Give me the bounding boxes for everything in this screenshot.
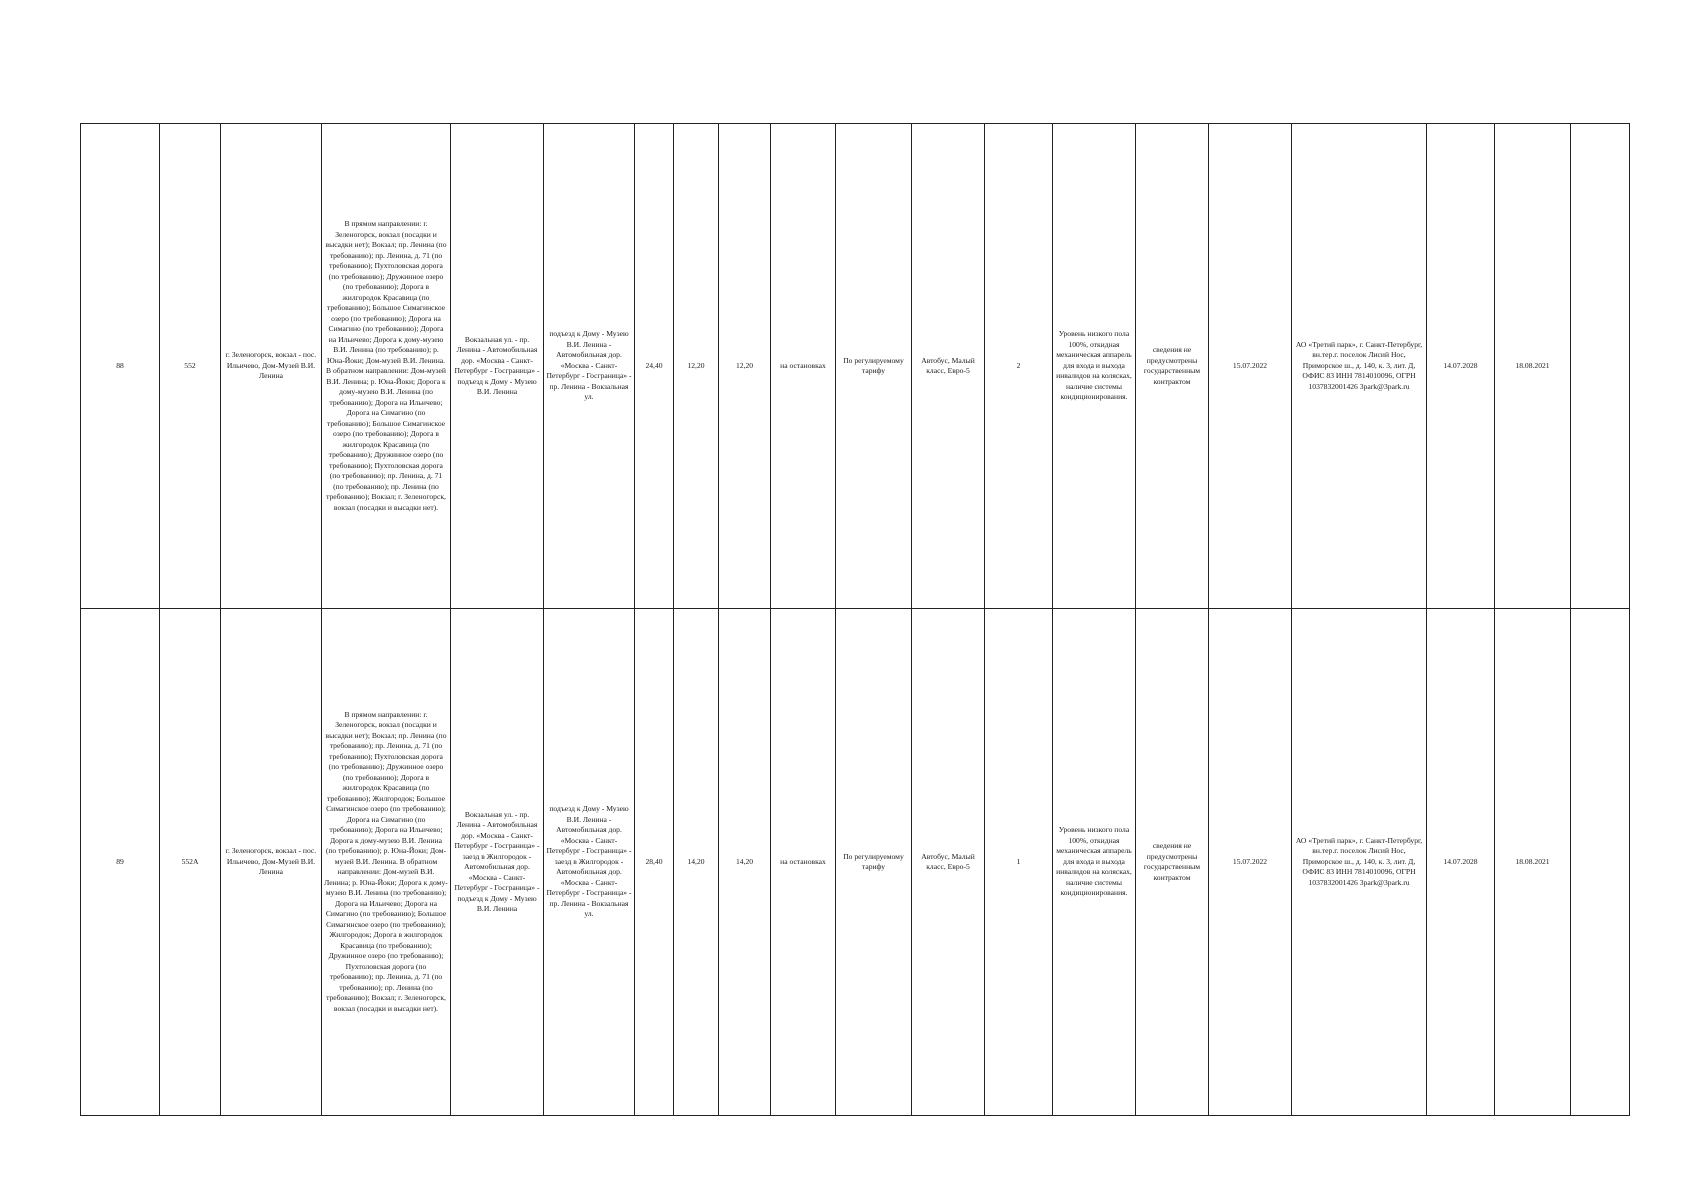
extra-cell [1571,124,1630,609]
route-length: 24,40 [635,124,674,609]
table-row [81,609,1630,1116]
registration-date: 18.08.2021 [1495,609,1571,1116]
start-date: 15.07.2022 [1209,124,1292,609]
length-back: 14,20 [719,609,771,1116]
tariff-type: По регулируемому тарифу [836,124,912,609]
route-registry-table [80,123,1630,1116]
table-row [81,124,1630,609]
streets-forward: Вокзальная ул. - пр. Ленина - Автомобильная дор. «Москва - Санкт-Петербург - Госграница» - заезд в Жилгородок - Автомобильная дор. «Москва - Санкт-Петербург - Госграница» - подъезд к Дому - Музею В.И. Ленина [451,609,544,1116]
carrier-info: АО «Третий парк», г. Санкт-Петербург, вн.тер.г. поселок Лисий Нос, Приморское ш., д. 140, к. 3, лит. Д, ОФИС 83 ИНН 7814010096, ОГРН 1037832001426 3park@3park.ru [1292,124,1427,609]
row-number: 88 [81,124,160,609]
route-stops: В прямом направлении: г. Зеленогорск, вокзал (посадки и высадки нет); Вокзал; пр. Ленина (по требованию); пр. Ленина, д. 71 (по требованию); Пухтоловская дорога (по требованию); Дружинное озеро (по требованию); Дорога в жилгородок Красавица (по требованию); Большое Симагинское озеро (по требованию); Дорога на Симагино (по требованию); Дорога на Ильичево; Дорога к дому-музею В.И. Ленина (по требованию); р. Юна-Йоки; Дом-музей В.И. Ленина. В обратном направлении: Дом-музей В.И. Ленина; р. Юна-Йоки; Дорога к дому-музею В.И. Ленина (по требованию); Дорога на Ильичево; Дорога на Симагино (по требованию); Большое Симагинское озеро (по требованию); Дорога в жилгородок Красавица (по требованию); Дружинное озеро (по требованию); Пухтоловская дорога (по требованию); пр. Ленина, д. 71 (по требованию); пр. Ленина (по требованию); Вокзал; г. Зеленогорск, вокзал (посадки и высадки нет). [322,124,451,609]
vehicle-features: Уровень низкого пола 100%, откидная механическая аппарель для входа и выхода инвалидов на колясках, наличие системы кондиционирования. [1053,609,1136,1116]
vehicle-count: 1 [985,609,1053,1116]
contract-info: сведения не предусмотрены государственным контрактом [1136,124,1209,609]
stop-mode: на остановках [771,609,836,1116]
route-number: 552 [160,124,221,609]
end-date: 14.07.2028 [1427,609,1495,1116]
streets-back: подъезд к Дому - Музею В.И. Ленина - Автомобильная дор. «Москва - Санкт-Петербург - Госграница» - заезд в Жилгородок - Автомобильная дор. «Москва - Санкт-Петербург - Госграница» - пр. Ленина - Вокзальная ул. [544,609,635,1116]
stop-mode: на остановках [771,124,836,609]
route-name: г. Зеленогорск, вокзал - пос. Ильичево, Дом-Музей В.И. Ленина [221,609,322,1116]
streets-back: подъезд к Дому - Музею В.И. Ленина - Автомобильная дор. «Москва - Санкт-Петербург - Госграница» - пр. Ленина - Вокзальная ул. [544,124,635,609]
start-date: 15.07.2022 [1209,609,1292,1116]
vehicle-class: Автобус, Малый класс, Евро-5 [912,124,985,609]
route-name: г. Зеленогорск, вокзал - пос. Ильичево, Дом-Музей В.И. Ленина [221,124,322,609]
route-length: 28,40 [635,609,674,1116]
length-back: 12,20 [719,124,771,609]
registration-date: 18.08.2021 [1495,124,1571,609]
length-forward: 14,20 [674,609,719,1116]
route-number: 552А [160,609,221,1116]
streets-forward: Вокзальная ул. - пр. Ленина - Автомобильная дор. «Москва - Санкт-Петербург - Госграница» - подъезд к Дому - Музею В.И. Ленина [451,124,544,609]
route-stops: В прямом направлении: г. Зеленогорск, вокзал (посадки и высадки нет); Вокзал; пр. Ленина (по требованию); пр. Ленина, д. 71 (по требованию); Пухтоловская дорога (по требованию); Дружинное озеро (по требованию); Дорога в жилгородок Красавица (по требованию); Жилгородок; Большое Симагинское озеро (по требованию); Дорога на Симагино (по требованию); Дорога на Ильичево; Дорога к дому-музею В.И. Ленина (по требованию); р. Юна-Йоки; Дом-музей В.И. Ленина. В обратном направлении: Дом-музей В.И. Ленина; р. Юна-Йоки; Дорога к дому-музею В.И. Ленина (по требованию); Дорога на Ильичево; Дорога на Симагино (по требованию); Большое Симагинское озеро (по требованию); Жилгородок; Дорога в жилгородок Красавица (по требованию); Дружинное озеро (по требованию); Пухтоловская дорога (по требованию); пр. Ленина, д. 71 (по требованию); пр. Ленина (по требованию); Вокзал; г. Зеленогорск, вокзал (посадки и высадки нет). [322,609,451,1116]
contract-info: сведения не предусмотрены государственным контрактом [1136,609,1209,1116]
vehicle-count: 2 [985,124,1053,609]
end-date: 14.07.2028 [1427,124,1495,609]
carrier-info: АО «Третий парк», г. Санкт-Петербург, вн.тер.г. поселок Лисий Нос, Приморское ш., д. 140, к. 3, лит. Д, ОФИС 83 ИНН 7814010096, ОГРН 1037832001426 3park@3park.ru [1292,609,1427,1116]
vehicle-features: Уровень низкого пола 100%, откидная механическая аппарель для входа и выхода инвалидов на колясках, наличие системы кондиционирования. [1053,124,1136,609]
vehicle-class: Автобус, Малый класс, Евро-5 [912,609,985,1116]
extra-cell [1571,609,1630,1116]
length-forward: 12,20 [674,124,719,609]
tariff-type: По регулируемому тарифу [836,609,912,1116]
row-number: 89 [81,609,160,1116]
